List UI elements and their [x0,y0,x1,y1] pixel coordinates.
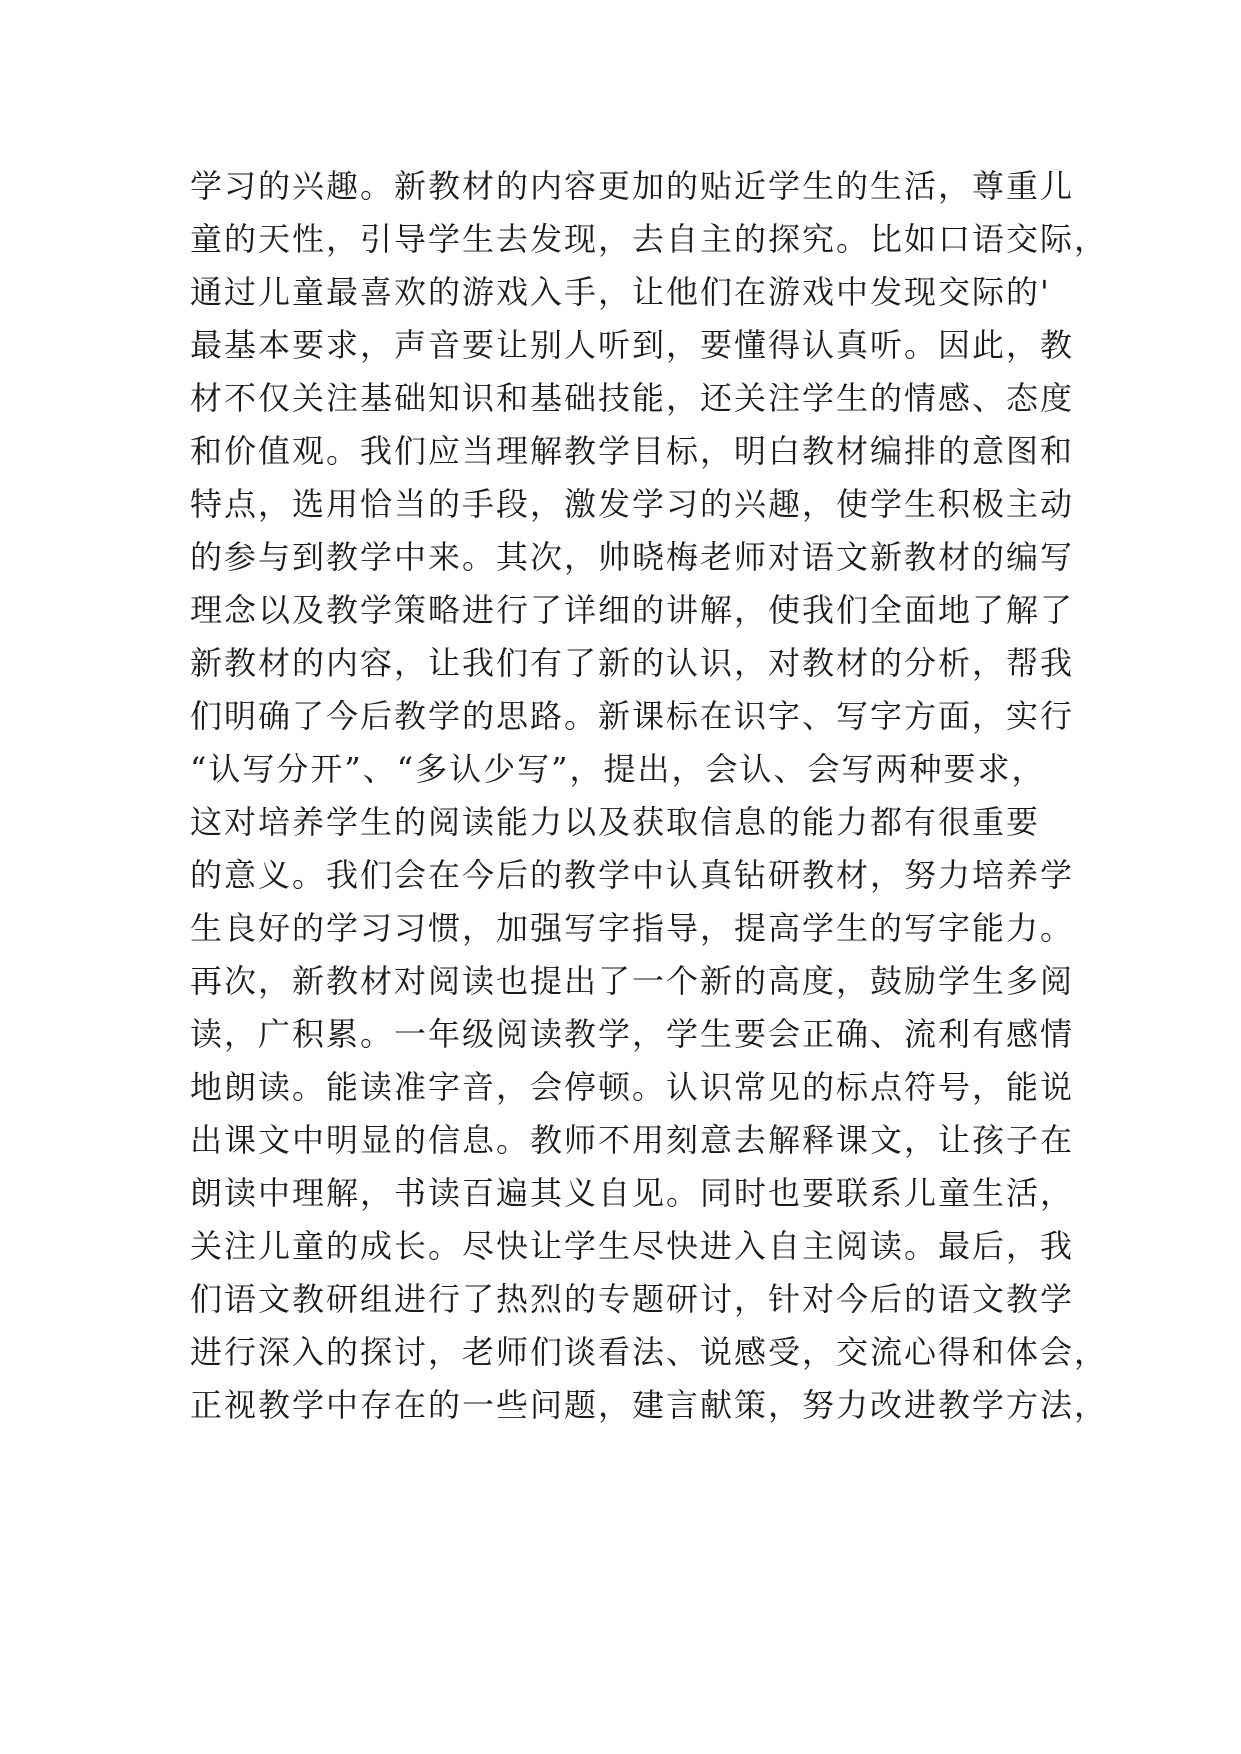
text-line: 童的天性，引导学生去发现，去自主的探究。比如口语交际， [190,220,1109,258]
text-line: 们语文教研组进行了热烈的专题研讨，针对今后的语文教学 [190,1280,1075,1318]
text-line: 通过儿童最喜欢的游戏入手，让他们在游戏中发现交际的' [190,273,1051,311]
text-line: 朗读中理解，书读百遍其义自见。同时也要联系儿童生活， [190,1174,1075,1212]
text-line: 材不仅关注基础知识和基础技能，还关注学生的情感、态度 [190,379,1075,417]
text-line: 进行深入的探讨，老师们谈看法、说感受，交流心得和体会， [190,1333,1109,1371]
text-line: 生良好的学习习惯，加强写字指导，提高学生的写字能力。 [190,909,1075,947]
text-line: 的意义。我们会在今后的教学中认真钻研教材，努力培养学 [190,856,1075,894]
text-line: 最基本要求，声音要让别人听到，要懂得认真听。因此，教 [190,326,1075,364]
text-line: 出课文中明显的信息。教师不用刻意去解释课文，让孩子在 [190,1121,1075,1159]
text-line: 的参与到教学中来。其次，帅晓梅老师对语文新教材的编写 [190,538,1075,576]
text-line: 读，广积累。一年级阅读教学，学生要会正确、流利有感情 [190,1015,1075,1053]
text-line: 地朗读。能读准字音，会停顿。认识常见的标点符号，能说 [190,1068,1075,1106]
text-line: 特点，选用恰当的手段，激发学习的兴趣，使学生积极主动 [190,485,1075,523]
body-text [190,160,1109,1432]
text-line: 理念以及教学策略进行了详细的讲解，使我们全面地了解了 [190,591,1075,629]
text-line: 关注儿童的成长。尽快让学生尽快进入自主阅读。最后，我 [190,1227,1075,1265]
text-line: 再次，新教材对阅读也提出了一个新的高度，鼓励学生多阅 [190,962,1075,1000]
text-line: 们明确了今后教学的思路。新课标在识字、写字方面，实行 [190,697,1075,735]
text-line: “认写分开”、“多认少写”，提出，会认、会写两种要求， [190,750,1046,788]
text-line: 这对培养学生的阅读能力以及获取信息的能力都有很重要 [190,803,1041,841]
text-line: 新教材的内容，让我们有了新的认识，对教材的分析，帮我 [190,644,1075,682]
text-line: 正视教学中存在的一些问题，建言献策，努力改进教学方法， [190,1386,1109,1424]
text-line: 和价值观。我们应当理解教学目标，明白教材编排的意图和 [190,432,1075,470]
text-line: 学习的兴趣。新教材的内容更加的贴近学生的生活，尊重儿 [190,167,1075,205]
